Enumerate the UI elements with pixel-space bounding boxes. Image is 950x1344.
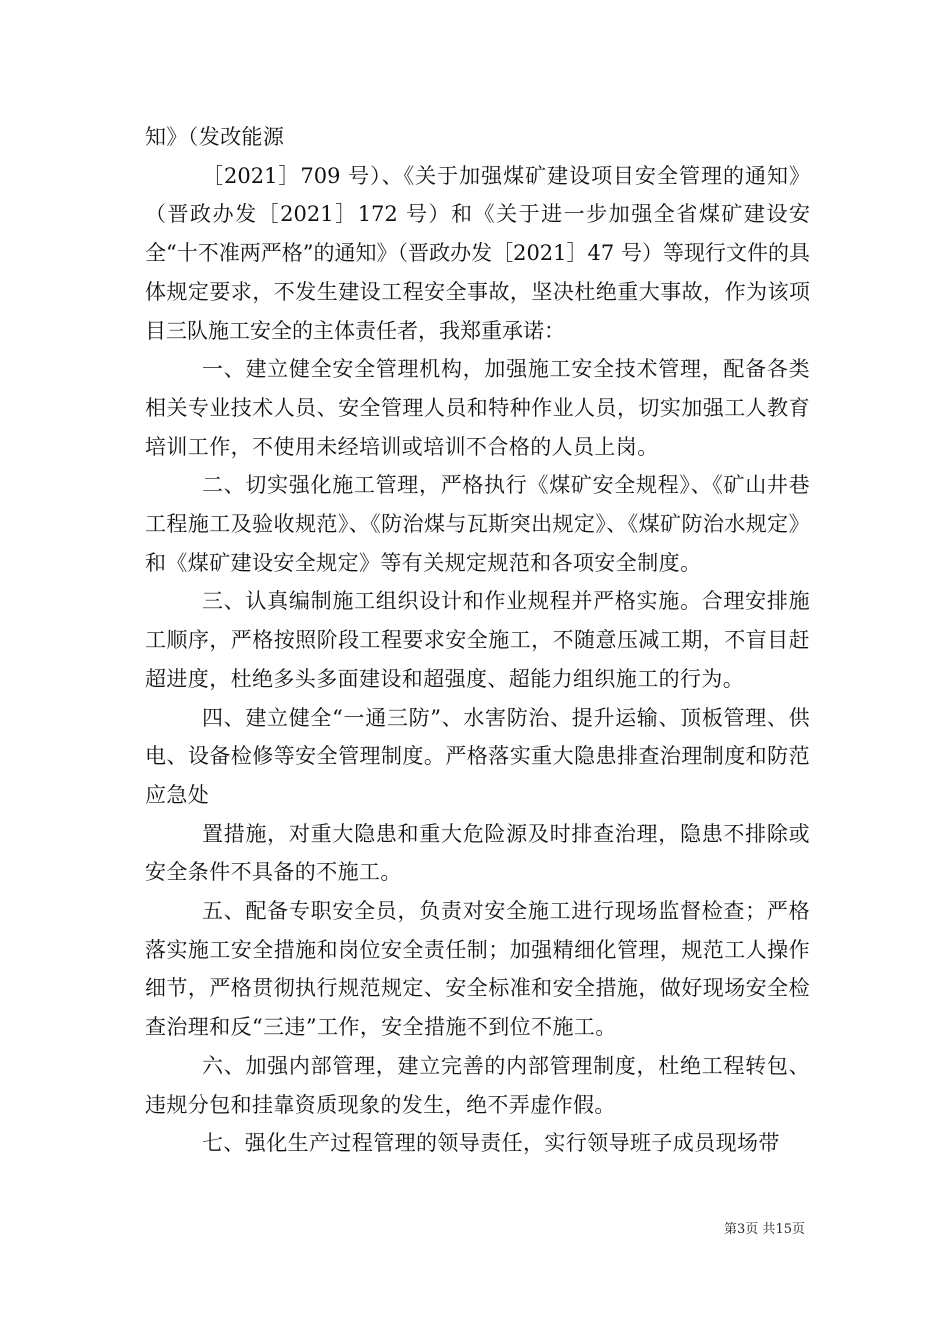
paragraph-continuation-header: 知》（发改能源 (145, 125, 285, 149)
paragraph-commitment-5: 五、配备专职安全员，负责对安全施工进行现场监督检查；严格落实施工安全措施和岗位安全责任制；加强精细化管理，规范工人操作细节，严格贯彻执行规范规定、安全标准和安全措施，做好现场安全检查治理和反“三违”工作，安全措施不到位不施工。 (145, 899, 810, 1040)
footer-suffix: 页 (791, 1222, 805, 1237)
paragraph-commitment-4: 四、建立健全“一通三防”、水害防治、提升运输、顶板管理、供电、设备检修等安全管理制度。严格落实重大隐患排查治理制度和防范应急处 (145, 705, 810, 807)
footer-total-pages: 15 (775, 1222, 792, 1237)
paragraph-commitment-2: 二、切实强化施工管理，严格执行《煤矿安全规程》、《矿山井巷工程施工及验收规范》、《防治煤与瓦斯突出规定》、《煤矿防治水规定》和《煤矿建设安全规定》等有关规定规范和各项安全制度。 (145, 473, 810, 575)
page-number-footer (724, 1222, 805, 1238)
paragraph-commitment-4-continued: 置措施，对重大隐患和重大危险源及时排查治理，隐患不排除或安全条件不具备的不施工。 (145, 821, 810, 885)
paragraph-commitment-3: 三、认真编制施工组织设计和作业规程并严格实施。合理安排施工顺序，严格按照阶段工程要求安全施工，不随意压减工期，不盲目赶超进度，杜绝多头多面建设和超强度、超能力组织施工的行为。 (145, 589, 810, 691)
document-body (145, 118, 810, 1163)
footer-prefix: 第 (724, 1222, 738, 1237)
paragraph-commitment-1: 一、建立健全安全管理机构，加强施工安全技术管理，配备各类相关专业技术人员、安全管理人员和特种作业人员，切实加强工人教育培训工作，不使用未经培训或培训不合格的人员上岗。 (145, 357, 810, 459)
paragraph-commitment-7: 七、强化生产过程管理的领导责任，实行领导班子成员现场带 (202, 1131, 780, 1156)
footer-middle: 页 共 (745, 1222, 776, 1237)
paragraph-legal-basis: ［2021］709 号）、《关于加强煤矿建设项目安全管理的通知》（晋政办发［2021］172 号）和《关于进一步加强全省煤矿建设安全“十不准两严格”的通知》（晋政办发［2021］47 号）等现行文件的具体规定要求，不发生建设工程安全事故，坚决杜绝重大事故，作为该项目三队施工安全的主体责任者，我郑重承诺： (145, 163, 810, 343)
paragraph-commitment-6: 六、加强内部管理，建立完善的内部管理制度，杜绝工程转包、违规分包和挂靠资质现象的发生，绝不弄虚作假。 (145, 1053, 810, 1117)
footer-current-page: 3 (737, 1222, 746, 1237)
